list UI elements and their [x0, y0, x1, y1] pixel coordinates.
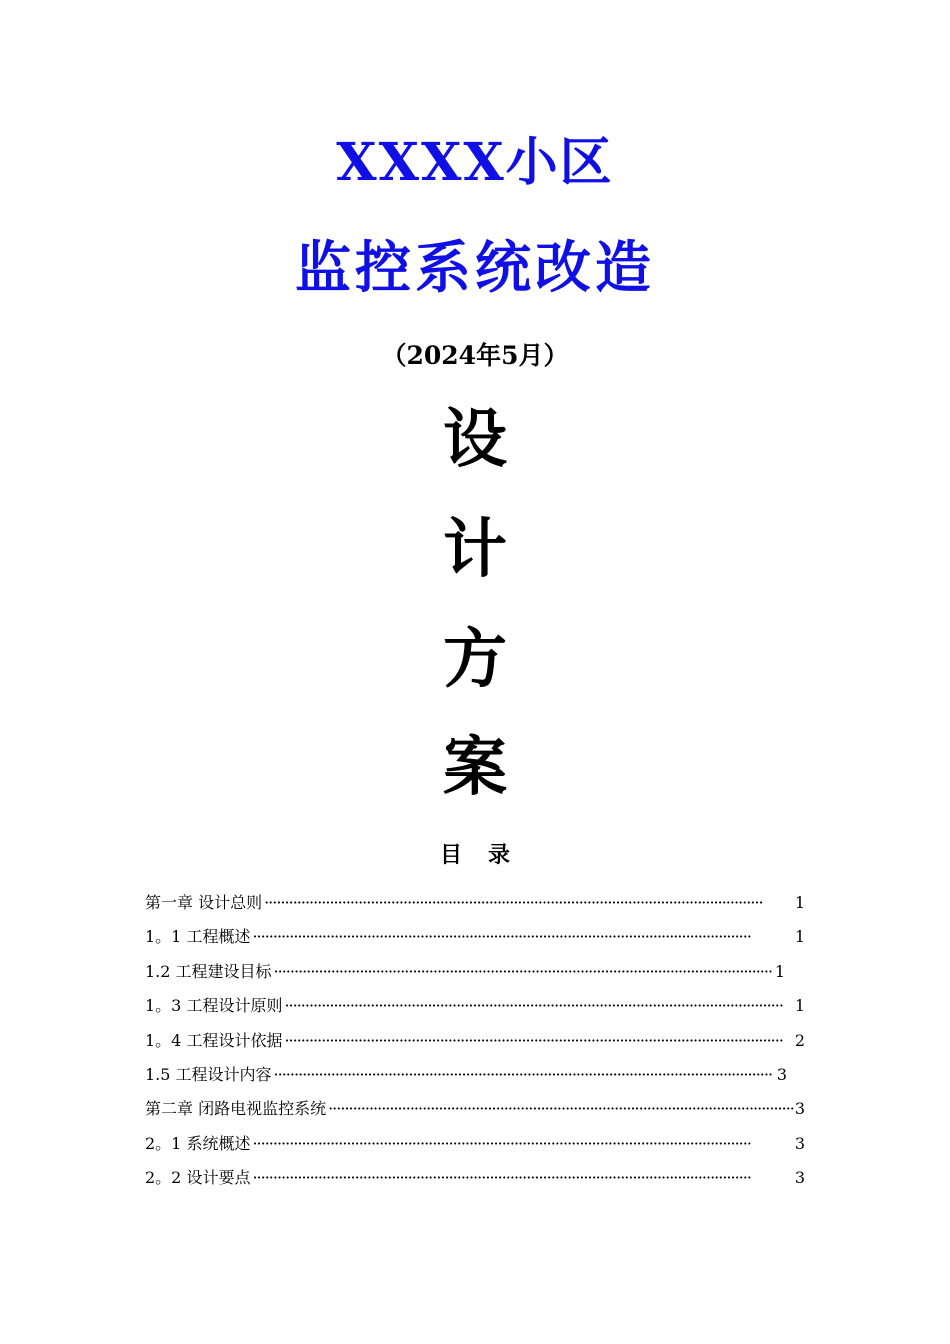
toc-entry-page: 1 — [794, 996, 805, 1016]
toc-entry[interactable] — [145, 955, 785, 989]
toc-entry-page: 1 — [774, 961, 785, 981]
vertical-title-char-1: 设 — [443, 402, 507, 477]
toc-entry[interactable] — [145, 1024, 805, 1058]
table-of-contents — [145, 886, 805, 1196]
toc-entry-label: 第二章 闭路电视监控系统 — [145, 1099, 327, 1119]
toc-entry-page: 3 — [794, 1168, 805, 1188]
toc-leader-dots — [252, 1127, 793, 1161]
vertical-title-char-3: 方 — [443, 622, 507, 697]
vertical-title-char-4: 案 — [443, 730, 507, 805]
toc-entry-label: 2。1 系统概述 — [145, 1133, 251, 1153]
toc-entry[interactable] — [145, 989, 805, 1023]
toc-leader-dots — [284, 1024, 793, 1058]
toc-entry-page: 3 — [776, 1064, 787, 1084]
toc-entry[interactable] — [145, 920, 805, 954]
toc-entry-label: 第一章 设计总则 — [145, 893, 263, 912]
toc-entry-label: 1。3 工程设计原则 — [145, 996, 283, 1016]
toc-leader-dots — [252, 1161, 793, 1195]
toc-leader-dots — [252, 920, 793, 954]
cover-title-line-1: XXXX小区 — [336, 132, 614, 193]
toc-entry[interactable] — [145, 1127, 805, 1161]
toc-entry[interactable] — [145, 1058, 787, 1092]
toc-entry-page: 3 — [794, 1133, 805, 1153]
toc-entry-label: 1。4 工程设计依据 — [145, 1030, 283, 1050]
toc-entry-page: 2 — [794, 1030, 805, 1050]
toc-leader-dots — [274, 1058, 776, 1092]
toc-entry-label: 1.2 工程建设目标 — [145, 961, 272, 981]
toc-entry-label: 1。1 工程概述 — [145, 927, 251, 947]
toc-entry-page: 1 — [794, 893, 805, 912]
toc-entry-page: 1 — [794, 927, 805, 947]
cover-title-line-2: 监控系统改造 — [295, 235, 655, 301]
toc-entry-label: 2。2 设计要点 — [145, 1168, 251, 1188]
toc-entry[interactable] — [145, 1161, 805, 1195]
toc-leader-dots — [264, 886, 794, 920]
toc-entry-page: 3 — [794, 1099, 805, 1119]
cover-date: （2024年5月） — [381, 341, 569, 370]
toc-leader-dots — [328, 1092, 794, 1126]
toc-leader-dots — [284, 989, 793, 1023]
toc-heading: 目录 — [439, 842, 536, 868]
toc-leader-dots — [274, 955, 774, 989]
toc-entry[interactable] — [145, 1092, 805, 1126]
toc-entry[interactable] — [145, 886, 805, 920]
vertical-title-char-2: 计 — [443, 512, 507, 587]
toc-entry-label: 1.5 工程设计内容 — [145, 1064, 272, 1084]
